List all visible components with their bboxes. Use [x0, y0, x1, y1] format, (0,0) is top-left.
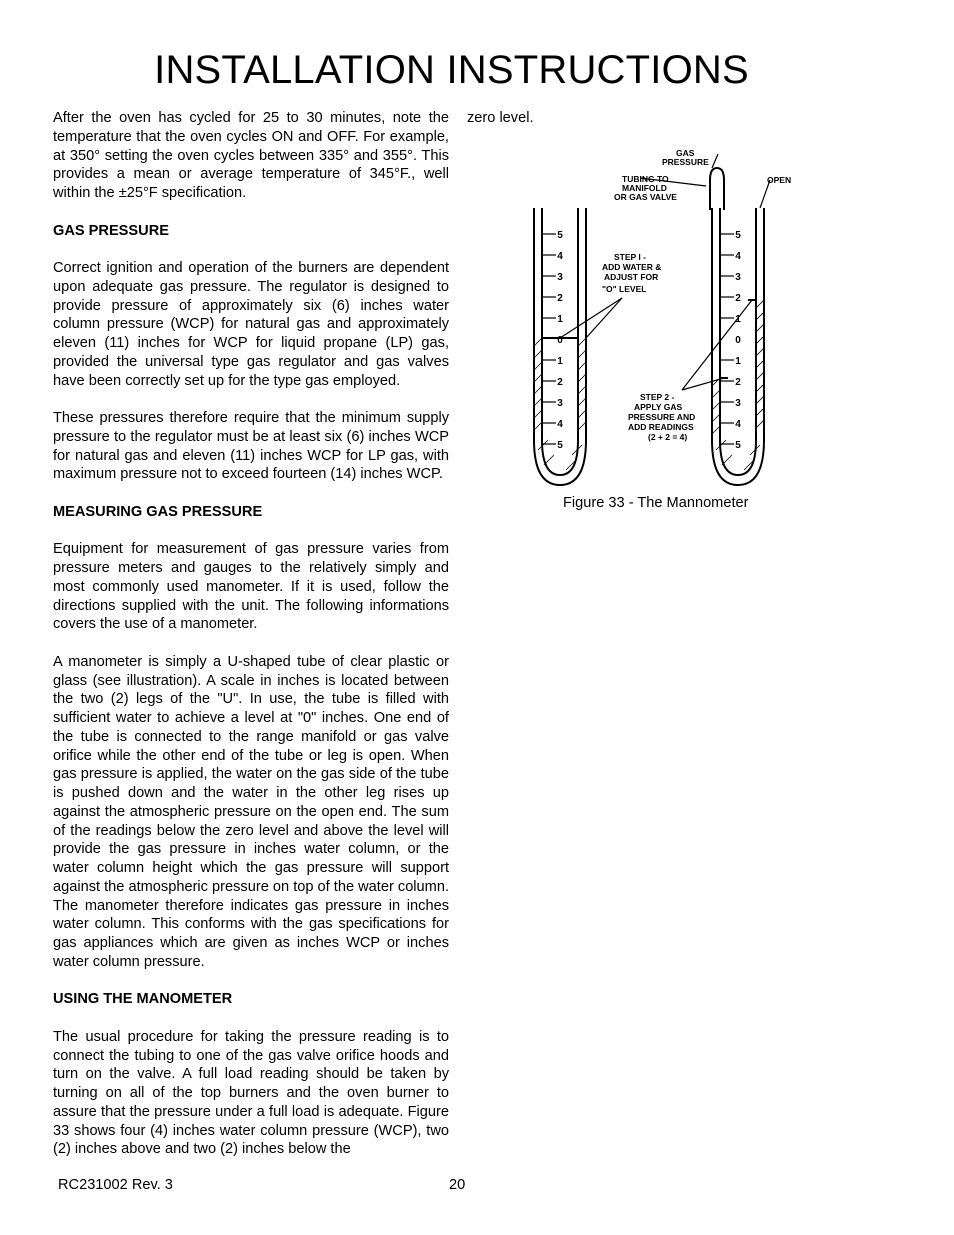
left-scale-minus-3: 3 — [557, 398, 563, 409]
right-scale-minus-2: 2 — [735, 377, 741, 388]
label-step1-3: ADJUST FOR — [604, 272, 659, 282]
label-step2-5: (2 + 2 = 4) — [648, 432, 688, 442]
right-scale-1: 1 — [735, 314, 741, 325]
left-scale-2: 2 — [557, 293, 563, 304]
right-scale-minus-1: 1 — [735, 356, 741, 367]
paragraph-supply-pressure: These pressures therefore require that the minimum supply pressure to the regulator must be at least six (6) inches WCP for natural gas and eleven (11) inches WCP for LP gas, with maximum pressure not to exceed fourteen (14) inches WCP. — [53, 410, 449, 483]
left-scale-minus-1: 1 — [557, 356, 563, 367]
paragraph-oven-cycle: After the oven has cycled for 25 to 30 minutes, note the temperature that the oven cycles ON and OFF. For example, at 350° setting the oven cycles between 335° and 355°. This provides a mean or average temperature of 345°F., well within the ±25°F specification. — [53, 110, 449, 201]
label-tubing-1: TUBING TO — [622, 174, 669, 184]
water-levels — [542, 300, 756, 378]
label-pressure: PRESSURE — [662, 157, 709, 167]
figure-caption: Figure 33 - The Mannometer — [563, 495, 749, 511]
label-step2-2: APPLY GAS — [634, 402, 683, 412]
manometer-illustration — [520, 140, 810, 498]
left-scale-4: 4 — [557, 251, 563, 262]
left-scale-5: 5 — [557, 230, 563, 241]
label-step2-4: ADD READINGS — [628, 422, 694, 432]
paragraph-gas-pressure: Correct ignition and operation of the burners are dependent upon adequate gas pressure. The regulator is designed to provide pressure of approximately six (6) inches water column pressure (WCP) for natural gas and approximately eleven (11) inches for WCP for liquid propane (LP) gas, provided the universal type gas regulator and gas valves have been correctly set up for the type gas employed. — [53, 260, 449, 389]
label-tubing-2: MANIFOLD — [622, 183, 667, 193]
right-scale-minus-3: 3 — [735, 398, 741, 409]
right-scale-minus-4: 4 — [735, 419, 741, 430]
label-step2-3: PRESSURE AND — [628, 412, 696, 422]
figure-labels — [602, 148, 791, 442]
heading-measuring-gas-pressure: MEASURING GAS PRESSURE — [53, 503, 263, 520]
label-step1-2: ADD WATER & — [602, 262, 662, 272]
paragraph-equipment: Equipment for measurement of gas pressure varies from pressure meters and gauges to the relatively simply and most commonly used manometer. If it is used, follow the directions supplied with the unit. The following informations covers the use of a manometer. — [53, 541, 449, 633]
right-scale-3: 3 — [735, 272, 741, 283]
label-gas: GAS — [676, 148, 695, 158]
label-step1-4: "O" LEVEL — [602, 284, 647, 294]
right-scale-2: 2 — [735, 293, 741, 304]
left-scale-minus-5: 5 — [557, 440, 563, 451]
label-tubing-3: OR GAS VALVE — [614, 192, 677, 202]
left-scale-numbers — [557, 230, 563, 451]
paragraph-continuation: zero level. — [467, 110, 534, 126]
label-step1-1: STEP I - — [614, 252, 646, 262]
manometer-figure — [520, 140, 810, 498]
right-scale-4: 4 — [735, 251, 741, 262]
document-id: RC231002 Rev. 3 — [58, 1177, 173, 1193]
left-scale-1: 1 — [557, 314, 563, 325]
right-scale-minus-5: 5 — [735, 440, 741, 451]
gas-tubing — [710, 168, 724, 210]
left-column — [53, 109, 449, 1178]
right-scale-0: 0 — [735, 335, 741, 346]
right-scale-5: 5 — [735, 230, 741, 241]
left-scale-0: 0 — [557, 335, 563, 346]
page-number: 20 — [449, 1177, 466, 1193]
label-step2-1: STEP 2 - — [640, 392, 675, 402]
left-scale-minus-2: 2 — [557, 377, 563, 388]
heading-using-manometer: USING THE MANOMETER — [53, 991, 233, 1008]
left-scale-3: 3 — [557, 272, 563, 283]
left-scale-minus-4: 4 — [557, 419, 563, 430]
page-title: INSTALLATION INSTRUCTIONS — [154, 48, 749, 92]
label-open: OPEN — [767, 175, 792, 185]
paragraph-manometer-description: A manometer is simply a U-shaped tube of clear plastic or glass (see illustration). A scale in inches is located between the two (2) legs of the "U". In use, the tube is filled with sufficient water to achieve a level at "0" inches. One end of the tube is connected to the range manifold or gas valve orifice while the other end of the tube or leg is open. When gas pressure is applied, the water on the gas side of the tube is pushed down and the water in the other leg rises up against the atmospheric pressure on the open end. The sum of the readings below the zero level and above the level will provide the gas pressure in inches water column, or the water column height which the gas pressure will support against the atmospheric pressure on top of the water column. The manometer therefore indicates gas pressure in inches water column. This conforms with the gas specifications for gas appliances which are given as inches WCP or inches water column pressure. — [53, 653, 449, 970]
heading-gas-pressure: GAS PRESSURE — [53, 222, 169, 239]
paragraph-usual-procedure: The usual procedure for taking the pressure reading is to connect the tubing to one of the gas valve orifice hoods and turn on the valve. A full load reading should be taken by turning on all of the top burners and the oven burner to assure that the pressure under a full load is adequate. Figure 33 shows four (4) inches water column pressure (WCP), two (2) inches above and two (2) inches below the — [53, 1028, 449, 1158]
right-scale-numbers — [735, 230, 741, 451]
right-column — [467, 109, 867, 128]
